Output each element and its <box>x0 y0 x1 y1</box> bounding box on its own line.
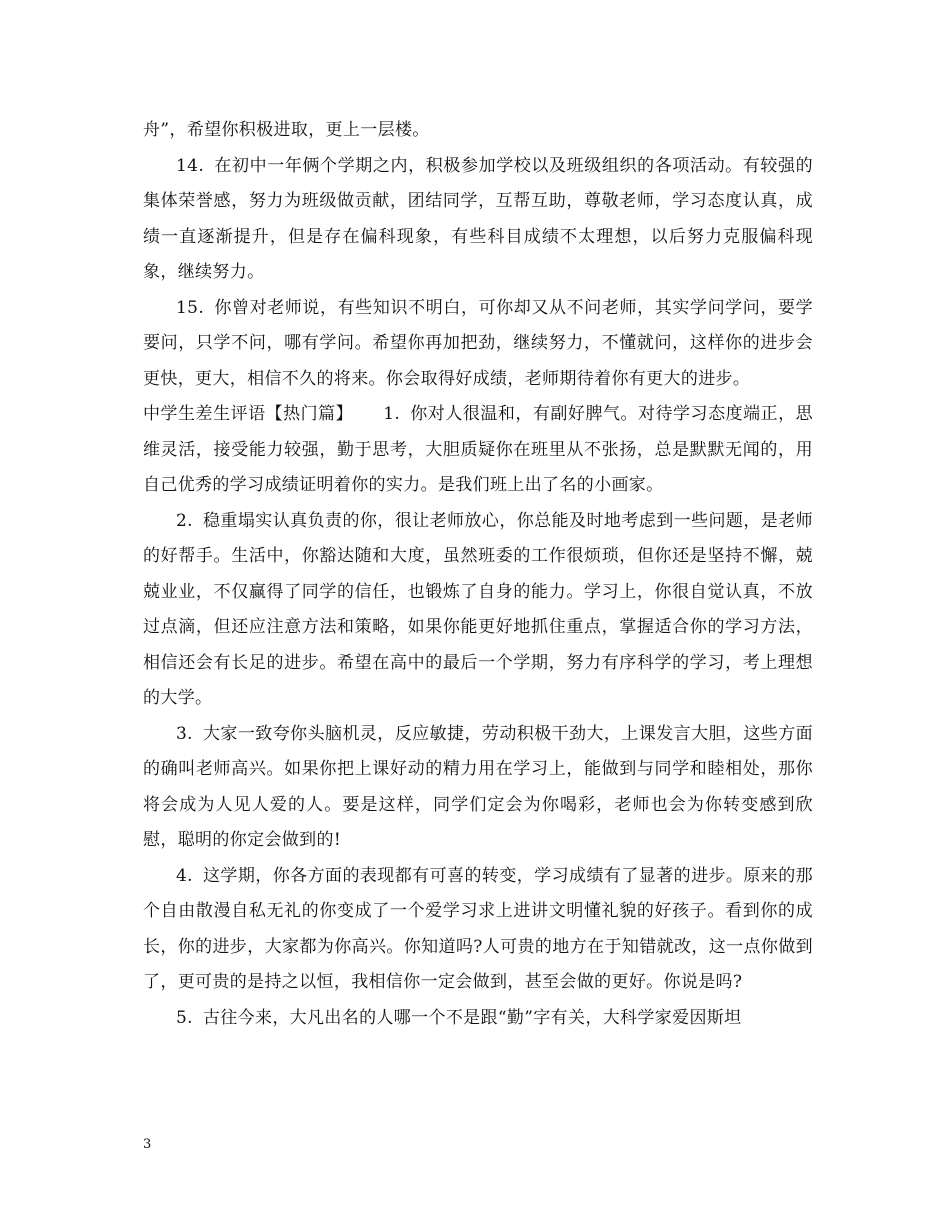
item-number: 4. <box>176 865 193 886</box>
item-number: 1. <box>383 404 401 424</box>
item-number: 5. <box>176 1007 193 1028</box>
comment-paragraph-14 <box>143 149 813 291</box>
item-text: 这学期，你各方面的表现都有可喜的转变，学习成绩有了显著的进步。原来的那个自由散漫自私无礼的你变成了一个爱学习求上进讲文明懂礼貌的好孩子。看到你的成长，你的进步，大家都为你高兴。你知道吗?人可贵的地方在于知错就改，这一点你做到了，更可贵的是持之以恒，我相信你一定会做到，甚至会做的更好。你说是吗? <box>143 865 813 992</box>
continued-text: 舟”，希望你积极进取，更上一层楼。 <box>143 120 430 140</box>
item-text: 稳重塌实认真负责的你，很让老师放心，你总能及时地考虑到一些问题，是老师的好帮手。生活中，你豁达随和大度，虽然班委的工作很烦琐，但你还是坚持不懈，兢兢业业，不仅赢得了同学的信任，也锻炼了自身的能力。学习上，你很自觉认真，不放过点滴，但还应注意方法和策略，如果你能更好地抓住重点，掌握适合你的学习方法，相信还会有长足的进步。希望在高中的最后一个学期，努力有序科学的学习，考上理想的大学。 <box>143 510 813 708</box>
comment-paragraph-3 <box>143 717 813 859</box>
comment-paragraph-5 <box>143 1001 813 1037</box>
comment-paragraph-2 <box>143 504 813 717</box>
item-number: 2. <box>176 510 193 531</box>
item-text: 在初中一年俩个学期之内，积极参加学校以及班级组织的各项活动。有较强的集体荣誉感，努力为班级做贡献，团结同学，互帮互助，尊敬老师，学习态度认真，成绩一直逐渐提升，但是存在偏科现象，有些科目成绩不太理想，以后努力克服偏科现象，继续努力。 <box>143 155 813 282</box>
item-number: 3. <box>176 723 193 744</box>
continued-paragraph <box>143 113 813 149</box>
item-text: 大家一致夸你头脑机灵，反应敏捷，劳动积极干劲大，上课发言大胆，这些方面的确叫老师高兴。如果你把上课好动的精力用在学习上，能做到与同学和睦相处，那你将会成为人见人爱的人。要是这样，同学们定会为你喝彩，老师也会为你转变感到欣慰，聪明的你定会做到的! <box>143 723 813 850</box>
comment-paragraph-15 <box>143 291 813 398</box>
item-text: 你对人很温和，有副好脾气。对待学习态度端正，思维灵活，接受能力较强，勤于思考，大胆质疑你在班里从不张扬，总是默默无闻的，用自己优秀的学习成绩证明着你的实力。是我们班上出了名的小画家。 <box>143 404 813 495</box>
section-heading-paragraph <box>143 397 813 504</box>
comment-paragraph-4 <box>143 859 813 1001</box>
item-text: 你曾对老师说，有些知识不明白，可你却又从不问老师，其实学问学问，要学要问，只学不问，哪有学问。希望你再加把劲，继续努力，不懂就问，这样你的进步会更快，更大，相信不久的将来。你会取得好成绩，老师期待着你有更大的进步。 <box>143 297 813 389</box>
item-number: 14. <box>176 155 205 176</box>
item-text: 古往今来，大凡出名的人哪一个不是跟“勤”字有关，大科学家爱因斯坦 <box>202 1007 742 1028</box>
document-body <box>143 113 813 1036</box>
item-number: 15. <box>176 297 205 318</box>
page-number: 3 <box>143 1137 152 1152</box>
section-heading: 中学生差生评语【热门篇】 <box>143 404 354 424</box>
